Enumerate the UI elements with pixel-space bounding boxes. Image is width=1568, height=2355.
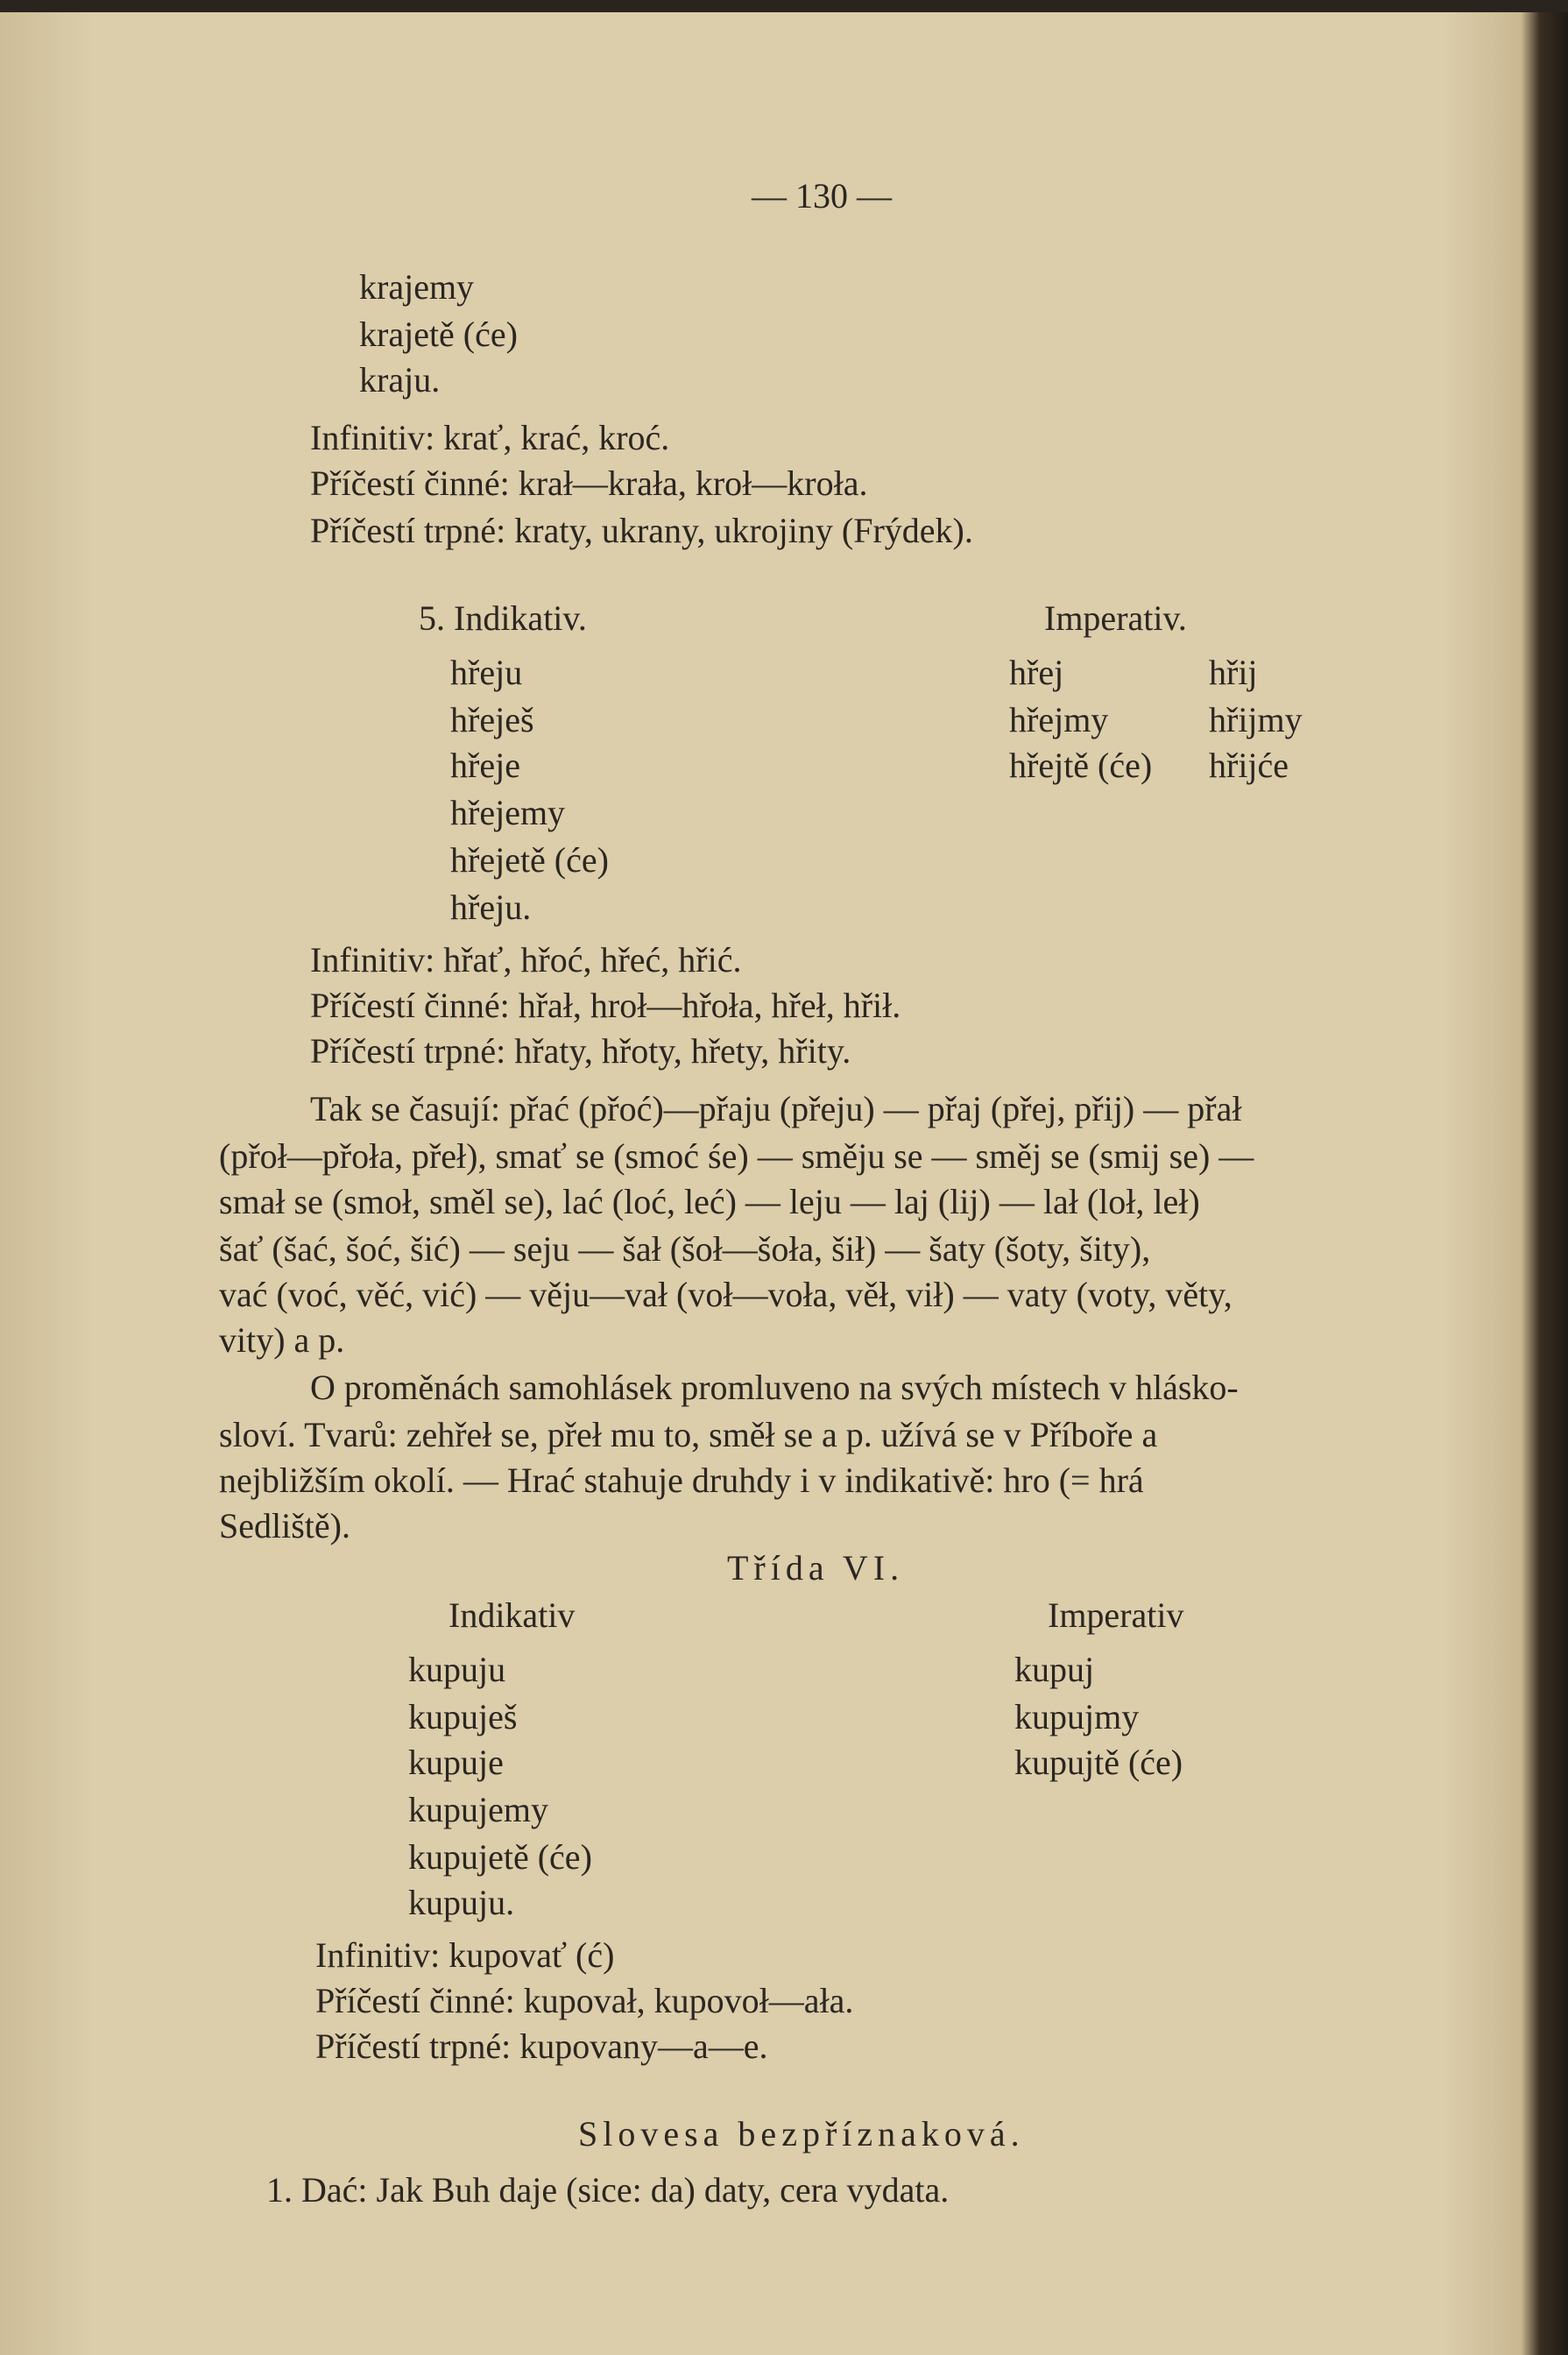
paragraph-line: (přoł—přoła, přeł), smať se (smoć śe) — směju se — směj se (smij se) — [219, 1136, 1254, 1176]
imperativ-label: Imperativ [1048, 1595, 1184, 1635]
section-heading: Slovesa bezpříznaková. [578, 2114, 1025, 2153]
paragraph-line: O proměnách samohlásek promluveno na svých místech v hlásko- [310, 1368, 1239, 1407]
imperativ-form: hřij [1209, 653, 1258, 692]
indikativ-form: hřejemy [450, 793, 566, 832]
indikativ-label: Indikativ [449, 1595, 576, 1635]
pricesti-trpne-line: Příčestí trpné: kupovany—a—e. [315, 2026, 768, 2066]
infinitiv-line: Infinitiv: kupovať (ć) [315, 1935, 615, 1975]
scan-top-edge [0, 0, 1568, 12]
imperativ-form: kupujtě (će) [1014, 1743, 1183, 1782]
imperativ-form: kupujmy [1014, 1697, 1140, 1736]
indikativ-form: kupujetě (će) [408, 1837, 592, 1877]
imperativ-form: kupuj [1014, 1650, 1095, 1689]
paragraph-line: sloví. Tvarů: zehřeł se, přeł mu to, směł se a p. užívá se v Příboře a [219, 1415, 1158, 1454]
pricesti-cinne-line: Příčestí činné: hřał, hroł—hřoła, hřeł, hřił. [310, 986, 901, 1025]
class-heading: Třída VI. [727, 1548, 905, 1588]
paragraph-line: nejbližším okolí. — Hrać stahuje druhdy i v indikativě: hro (= hrá [219, 1460, 1144, 1500]
paragraph-line: vity) a p. [219, 1320, 345, 1360]
paragraph-line: vać (voć, věć, vić) — věju—vał (voł—voła, věł, vił) — vaty (voty, věty, [219, 1275, 1233, 1314]
indikativ-form: hřeju. [450, 888, 532, 927]
indikativ-form: kupuju [408, 1650, 506, 1689]
infinitiv-line: Infinitiv: hřať, hřoć, hřeć, hřić. [310, 940, 742, 979]
infinitiv-line: Infinitiv: krať, krać, kroć. [310, 418, 670, 457]
indikativ-form: kupuje [408, 1743, 504, 1782]
numbered-item: 1. Dać: Jak Buh daje (sice: da) daty, cera vydata. [266, 2170, 950, 2210]
indikativ-form: hřeješ [450, 700, 534, 739]
indikativ-heading: 5. Indikativ. [419, 598, 587, 638]
indikativ-form: kupujemy [408, 1790, 548, 1829]
imperativ-form: hřijmy [1209, 700, 1303, 739]
indikativ-form: hřeju [450, 653, 523, 692]
page-number: — 130 — [752, 176, 892, 216]
imperativ-heading: Imperativ. [1044, 598, 1187, 638]
imperativ-form: hřej [1009, 653, 1064, 692]
pricesti-trpne-line: Příčestí trpné: kraty, ukrany, ukrojiny (Frýdek). [310, 511, 973, 550]
form-line: krajetě (će) [359, 315, 518, 354]
imperativ-form: hřijće [1209, 746, 1289, 785]
indikativ-form: kupuju. [408, 1883, 515, 1922]
pricesti-cinne-line: Příčestí činné: krał—krała, kroł—kroła. [310, 463, 868, 503]
paragraph-line: Sedliště). [219, 1506, 350, 1545]
indikativ-form: hřejetě (će) [450, 840, 609, 880]
pricesti-cinne-line: Příčestí činné: kupovał, kupovoł—ała. [315, 1981, 854, 2020]
imperativ-form: hřejmy [1009, 700, 1109, 739]
form-line: krajemy [359, 267, 475, 307]
paragraph-line: Tak se časují: přać (přoć)—přaju (přeju) — přaj (přej, přij) — přał [310, 1089, 1242, 1128]
form-line: kraju. [359, 360, 441, 400]
paragraph-line: šať (šać, šoć, šić) — seju — šał (šoł—šoła, šił) — šaty (šoty, šity), [219, 1229, 1151, 1269]
indikativ-form: kupuješ [408, 1697, 518, 1736]
pricesti-trpne-line: Příčestí trpné: hřaty, hřoty, hřety, hřity. [310, 1031, 851, 1071]
imperativ-form: hřejtě (će) [1009, 746, 1153, 785]
indikativ-form: hřeje [450, 746, 520, 785]
paragraph-line: smał se (smoł, směl se), lać (loć, leć) — leju — laj (lij) — lał (loł, leł) [219, 1182, 1200, 1221]
